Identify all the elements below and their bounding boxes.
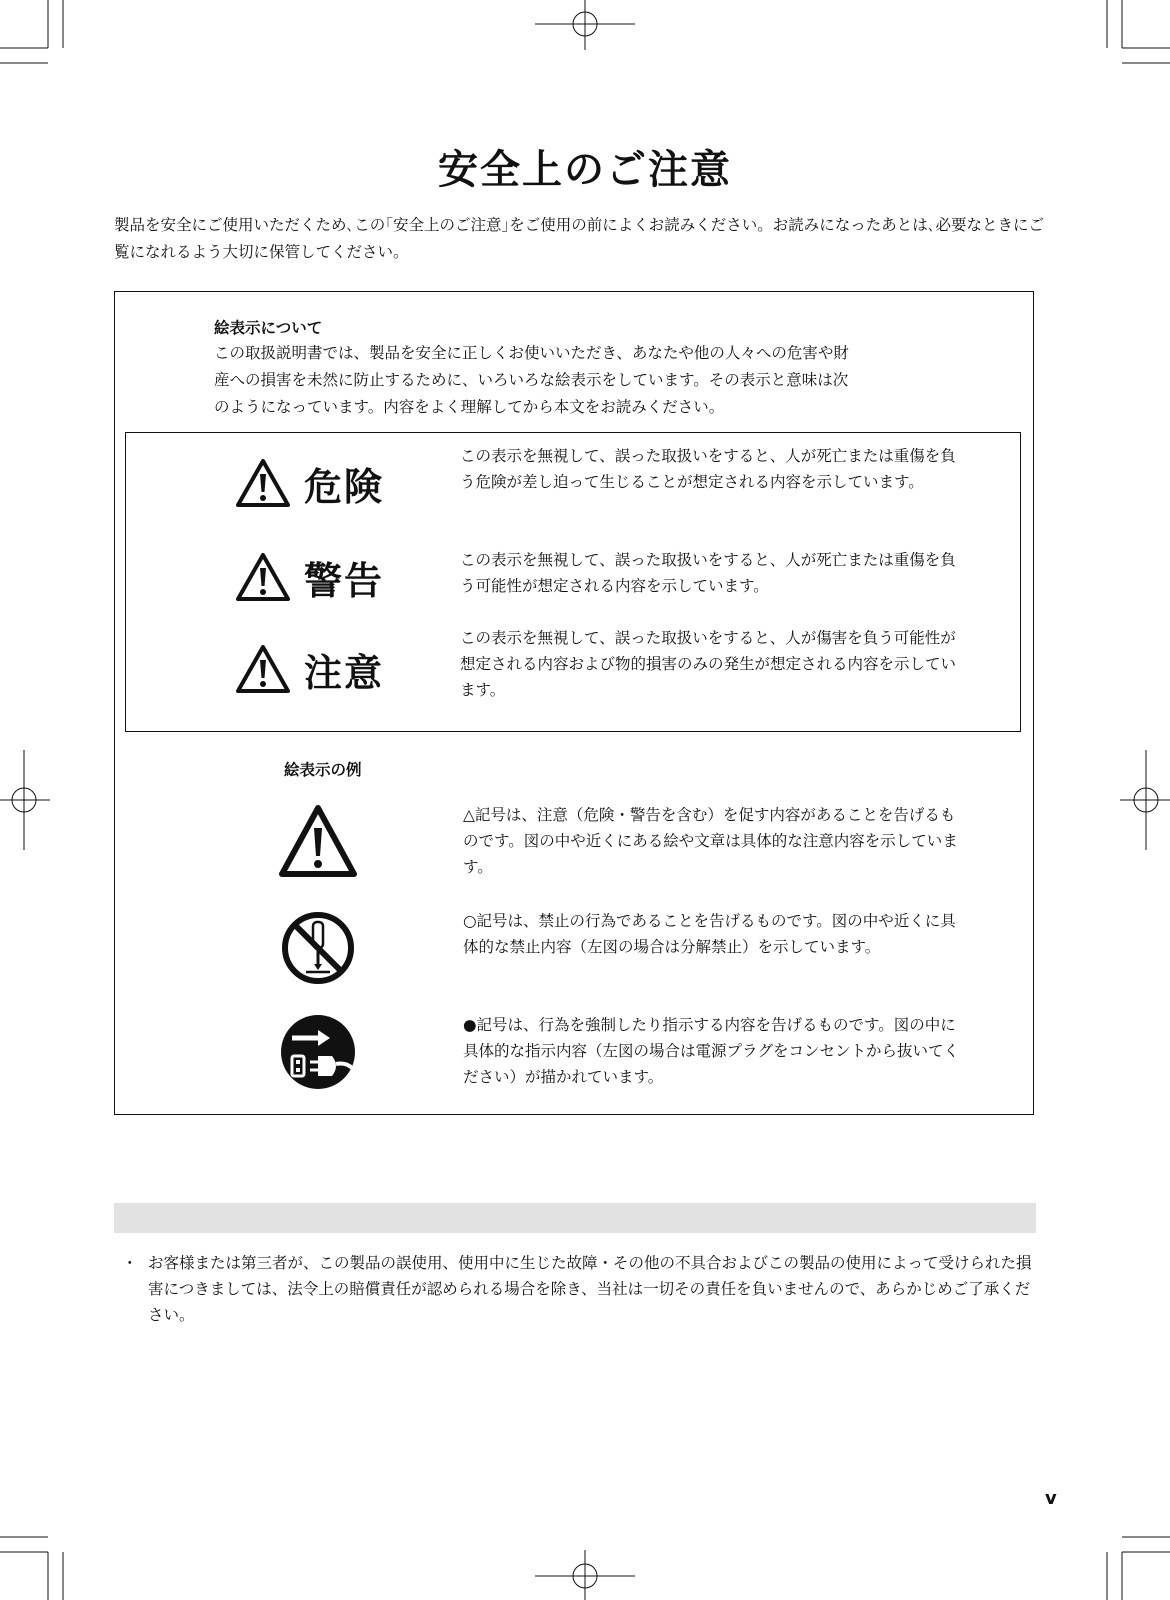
pictogram-examples-heading: 絵表示の例 xyxy=(284,761,362,779)
disclaimer-text: お客様または第三者が、この製品の誤使用、使用中に生じた故障・その他の不具合およびこの製品の使用によって受けられた損害につきましては、法令上の賠償責任が認められる場合を除き、当社は一切その責任を負いませんので、あらかじめご了承ください。 xyxy=(148,1254,1032,1324)
hazard-label: 危険 xyxy=(304,464,385,509)
hazard-label: 注意 xyxy=(304,650,385,695)
bullet-marker: ・ xyxy=(122,1254,138,1272)
warning-triangle-icon xyxy=(236,458,290,508)
hazard-levels-box xyxy=(125,432,1021,732)
pictogram-explanation-box xyxy=(114,291,1034,1115)
pictogram-description: △記号は、注意（危険・警告を含む）を促す内容があることを告げるものです。図の中や近くにある絵や文章は具体的な注意内容を示しています。 xyxy=(463,806,958,876)
unplug-icon xyxy=(278,1012,358,1092)
page-title: 安全上のご注意 xyxy=(438,147,732,193)
pictogram-description: ●記号は、行為を強制したり指示する内容を告げるものです。図の中に具体的な指示内容（左図の場合は電源プラグをコンセントから抜いてください）が描かれています。 xyxy=(463,1016,960,1086)
caution-triangle-icon xyxy=(278,802,358,882)
about-pictograms-text: この取扱説明書では、製品を安全に正しくお使いいただき、あなたや他の人々への危害や財産への損害を未然に防止するために、いろいろな絵表示をしています。その表示と意味は次のようになっています。内容をよく理解してから本文をお読みください。 xyxy=(214,344,849,416)
hazard-description: この表示を無視して、誤った取扱いをすると、人が傷害を負う可能性が想定される内容および物的損害のみの発生が想定される内容を示しています。 xyxy=(460,629,957,699)
intro-text: 製品を安全にご使用いただくため､この｢安全上のご注意｣をご使用の前によくお読みください。お読みになったあとは､必要なときにご覧になれるよう大切に保管してください。 xyxy=(114,216,1045,261)
hazard-description: この表示を無視して、誤った取扱いをすると、人が死亡または重傷を負う危険が差し迫って生じることが想定される内容を示しています。 xyxy=(460,447,956,491)
page-number: v xyxy=(1045,1488,1057,1509)
warning-triangle-icon xyxy=(236,552,290,602)
section-divider-bar xyxy=(114,1203,1036,1233)
disclaimer xyxy=(114,1250,1039,1328)
warning-triangle-icon xyxy=(236,644,290,694)
no-disassembly-icon xyxy=(278,908,358,988)
hazard-label: 警告 xyxy=(304,558,385,603)
hazard-description: この表示を無視して、誤った取扱いをすると、人が死亡または重傷を負う可能性が想定される内容を示しています。 xyxy=(460,551,956,595)
pictogram-description: ○記号は、禁止の行為であることを告げるものです。図の中や近くに具体的な禁止内容（左図の場合は分解禁止）を示しています。 xyxy=(463,912,956,956)
about-pictograms-heading: 絵表示について xyxy=(214,319,323,337)
